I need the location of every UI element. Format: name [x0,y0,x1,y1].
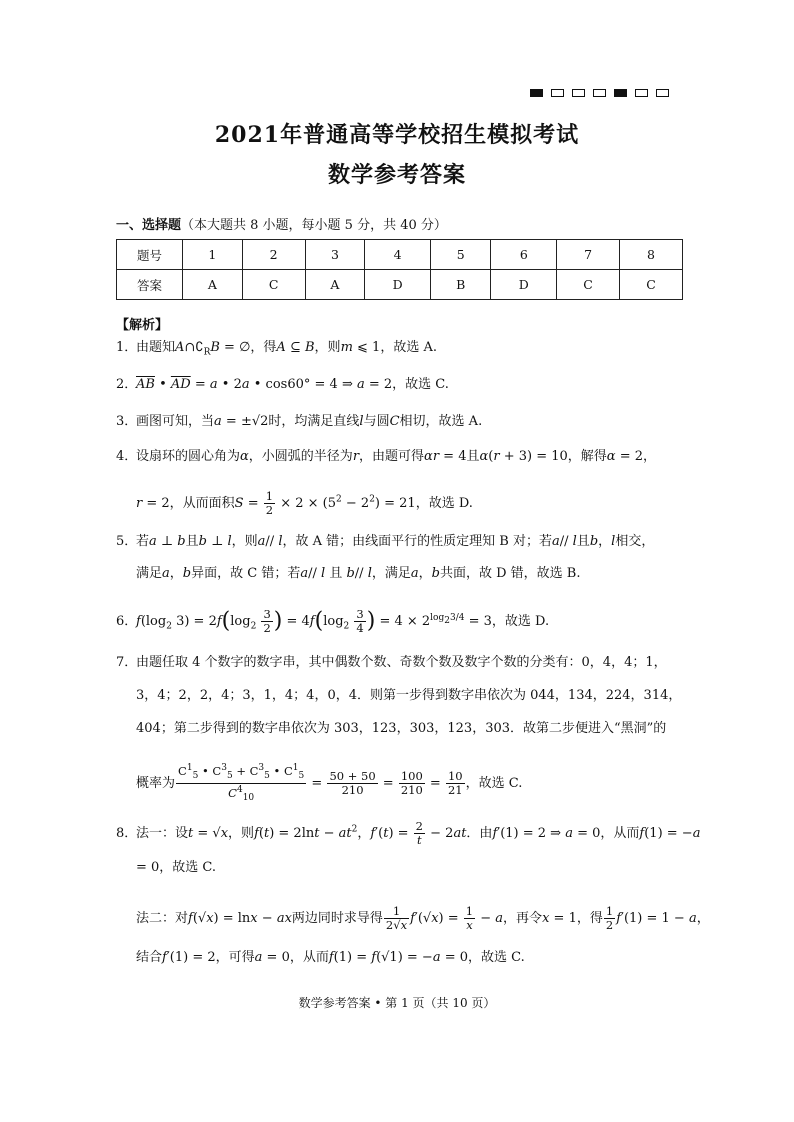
solution-1: 1．由题知$A\cap∁_RB$ = ∅，得A ⊆ B，则m ⩽ 1，故选 A. [116,340,437,358]
solution-8: 8．法一：设t = √x，则$f(t) = 2\ln t - at^2$，f′(t) = $\frac{2}{t}$ − 2at．由f′(1) = 2 ⇒ a = 0，从而f(1) = −a [116,819,701,847]
solution-7-line2: 3，4；2，2，4；3，1，4；4，0，4．则第一步得到数字串依次为 044，134，224，314， [136,688,682,703]
question-number: 3 [305,240,365,270]
section-title: 一、选择题 [116,218,182,233]
question-number: 2 [242,240,305,270]
solution-7-line3: 404；第二步得到的数字串依次为 303，123，303，123，303．故第二步便进入“黑洞”的 [136,721,667,736]
question-number: 5 [430,240,491,270]
page-footer: 数学参考答案 • 第 1 页（共 10 页） [298,996,496,1010]
answer-cell: A [183,270,243,300]
solution-7: 7．由题任取 4 个数字的数字串，其中偶数个数、奇数个数及数字个数的分类有：0，4，4；1， [116,655,667,670]
question-number: 6 [491,240,557,270]
solution-6: 6．$f(\log_2$ $3) = 2f(\log_2$ $\frac{3}{2}$ ) = $4f(\log_2$ $\frac{3}{4}$ ) = $4 \times 2^{log_23/4} = 3$，故选 D. [116,607,550,635]
solution-5-cont: 满足a，b异面，故 C 错；若a// l 且 b// l，满足a，b共面，故 D 错，故选 B. [136,566,581,581]
mark-empty [635,89,648,97]
answer-cell: C [557,270,620,300]
mark-empty [551,89,564,97]
question-number: 4 [365,240,431,270]
solution-8-cont: = 0，故选 C. [136,860,217,875]
mark-filled [614,89,627,97]
answer-cell: D [365,270,431,300]
question-number: 8 [620,240,683,270]
section-note: （本大题共 8 小题，每小题 5 分，共 40 分） [181,218,447,233]
answer-table [116,239,683,300]
table-row [117,270,683,300]
answer-cell: D [491,270,557,300]
question-number: 1 [183,240,243,270]
answer-cell: C [620,270,683,300]
secret-level-marks [530,89,669,97]
mark-empty [593,89,606,97]
exam-subtitle: 数学参考答案 [327,162,466,188]
mark-empty [572,89,585,97]
solution-3: 3．画图可知，当a = ±√2时，均满足直线l与圆C相切，故选 A. [116,414,483,429]
analysis-label: 【解析】 [116,318,169,333]
answer-cell: B [430,270,491,300]
section-heading [116,214,447,233]
question-number: 7 [557,240,620,270]
mark-empty [656,89,669,97]
row-header: 题号 [117,240,183,270]
solution-2: 2．$\overline{AB}$ • $\overline{AD} = a$ • 2a • cos60° = 4 ⇒ a = 2，故选 C. [116,377,449,392]
solution-4-cont: r = 2，从而面积S = $\frac{1}{2}$ × $2 \times (5^2 - 2^2) = 21$，故选 D. [136,489,473,517]
answer-cell: C [242,270,305,300]
solution-4: 4．设扇环的圆心角为α，小圆弧的半径为r，由题可得αr = 4且α(r + 3) = 10，解得α = 2， [116,449,657,464]
answer-cell: A [305,270,365,300]
exam-title: 2021年普通高等学校招生模拟考试 [214,122,580,148]
row-header: 答案 [117,270,183,300]
solution-5: 5．若a ⊥ b且b ⊥ l，则a// l，故 A 错；由线面平行的性质定理知 B 对；若a// l且b，l相交， [116,534,655,549]
solution-8-method2-cont: 结合f′(1) = 2，可得a = 0，从而f(1) = f(√1) = −a = 0，故选 C. [136,950,525,965]
solution-7-line4: 概率为 $\frac{C^1_5 • C^3_5 + C^3_5 • C^1_5}{C^4_{10}}$ = $\frac{50 + 50}{210}$ = $\frac{100}{210}$ = $\frac{10}{21}$ ，故选 C. [136,763,523,804]
mark-filled [530,89,543,97]
solution-8-method2: 法二：对f(√x) = lnx − ax两边同时求导得 $\frac{1}{2√x}$ f′(√x) = $\frac{1}{x}$ − a，再令x = 1，得 $\frac{1}{2}$ f′(1) = 1 − a， [136,904,710,932]
table-row [117,240,683,270]
